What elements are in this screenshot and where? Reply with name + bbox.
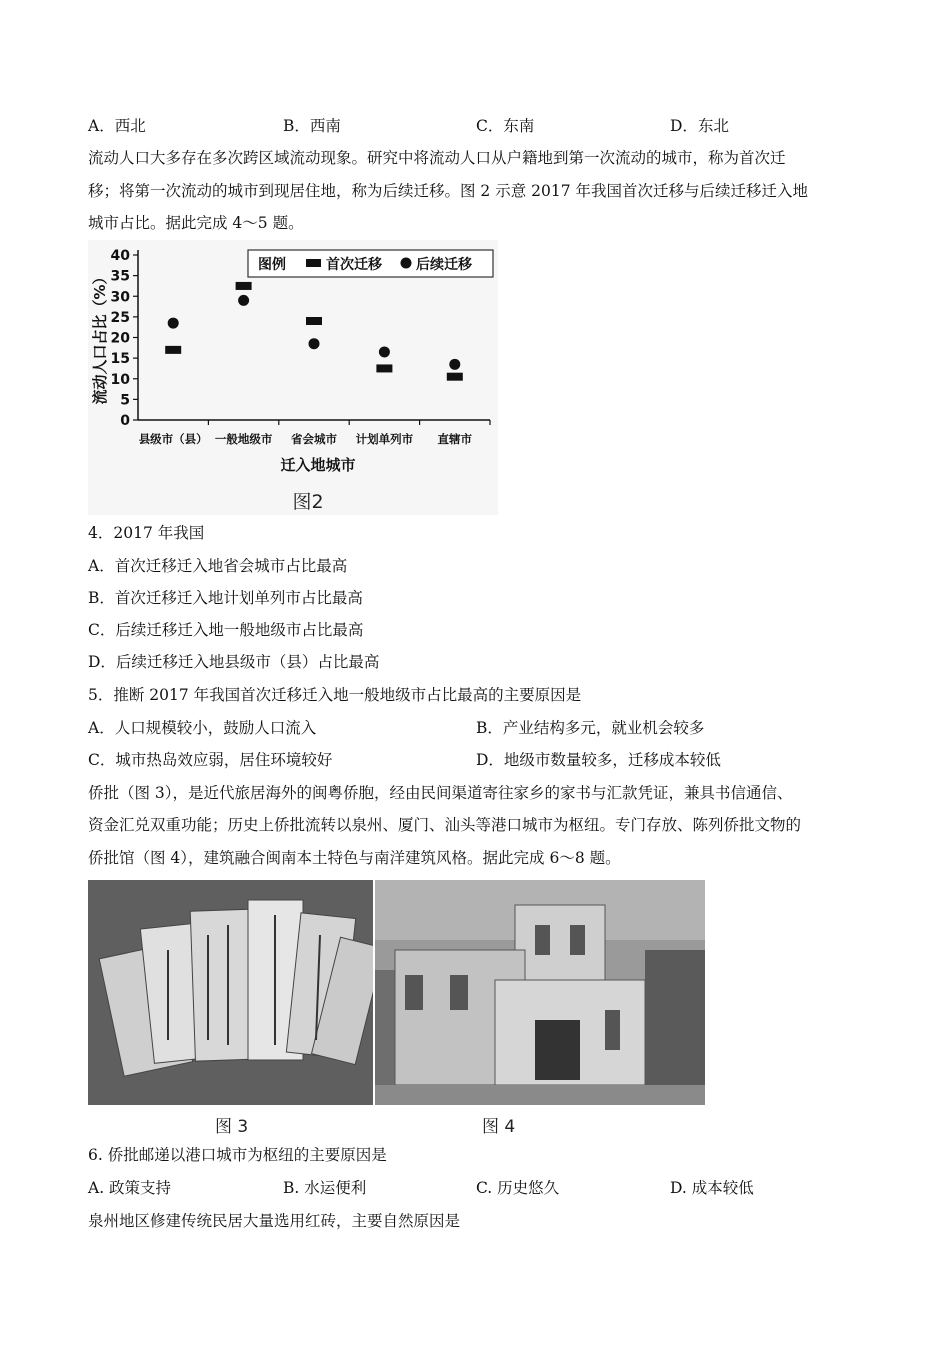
figure-3-qiaopi-photo [88, 880, 373, 1105]
q6-option-a: A. 政策支持 [88, 1179, 172, 1197]
legend-label-first: 首次迁移 [326, 257, 382, 273]
figure-4-building-photo [375, 880, 705, 1105]
q3-option-b: B．西南 [283, 117, 341, 135]
q5-option-b: B．产业结构多元，就业机会较多 [476, 719, 705, 737]
q7-stem: 泉州地区修建传统民居大量选用红砖，主要自然原因是 [88, 1212, 461, 1230]
y-axis-label: 流动人口占比（%） [91, 269, 109, 405]
y-tick-label: 20 [110, 330, 130, 347]
q4-option-c: C．后续迁移迁入地一般地级市占比最高 [88, 621, 364, 639]
legend-rect-marker [306, 259, 321, 267]
legend-title: 图例 [258, 257, 286, 273]
first-migration-point [306, 317, 322, 325]
q4-option-a: A．首次迁移迁入地省会城市占比最高 [88, 557, 348, 575]
building-illustration [375, 880, 705, 1105]
q5-option-c: C．城市热岛效应弱，居住环境较好 [88, 751, 333, 769]
q4-option-b: B．首次迁移迁入地计划单列市占比最高 [88, 589, 363, 607]
subsequent-migration-point [379, 346, 390, 357]
x-tick-label: 省会城市 [291, 432, 337, 446]
figure-4-caption: 图 4 [482, 1117, 516, 1137]
q3-option-c: C．东南 [476, 117, 535, 135]
x-axis-label: 迁入地城市 [280, 456, 356, 474]
y-tick-label: 5 [120, 392, 130, 409]
first-migration-point [236, 282, 252, 290]
q5-option-a: A．人口规模较小，鼓励人口流入 [88, 719, 317, 737]
y-tick-label: 15 [110, 351, 130, 368]
q5-stem: 5．推断 2017 年我国首次迁移迁入地一般地级市占比最高的主要原因是 [88, 686, 582, 704]
qiaopi-letters-illustration [88, 880, 373, 1105]
q4-option-d: D．后续迁移迁入地县级市（县）占比最高 [88, 653, 380, 671]
x-tick-label: 一般地级市 [214, 432, 273, 446]
subsequent-migration-point [238, 295, 249, 306]
q6-option-b: B. 水运便利 [283, 1179, 367, 1197]
x-tick-label: 直辖市 [437, 432, 473, 446]
q6-option-d: D. 成本较低 [670, 1179, 754, 1197]
q3-option-d: D．东北 [670, 117, 729, 135]
intro2-line2: 资金汇兑双重功能；历史上侨批流转以泉州、厦门、汕头等港口城市为枢纽。专门存放、陈列侨批文物的 [88, 816, 802, 834]
figure-3-caption: 图 3 [215, 1117, 249, 1137]
y-tick-label: 35 [110, 268, 130, 285]
subsequent-migration-point [168, 318, 179, 329]
q3-option-a: A．西北 [88, 117, 146, 135]
y-tick-label: 25 [110, 309, 130, 326]
intro2-line1: 侨批（图 3），是近代旅居海外的闽粤侨胞，经由民间渠道寄往家乡的家书与汇款凭证，兼具书信通信、 [88, 784, 793, 802]
first-migration-point [447, 373, 463, 381]
subsequent-migration-point [309, 338, 320, 349]
intro1-line2: 移；将第一次流动的城市到现居住地，称为后续迁移。图 2 示意 2017 年我国首次迁移与后续迁移迁入地 [88, 182, 809, 200]
first-migration-point [165, 346, 181, 354]
x-tick-label: 县级市（县） [138, 432, 208, 446]
legend-label-subsequent: 后续迁移 [416, 257, 472, 273]
y-tick-label: 30 [110, 289, 130, 306]
q5-option-d: D．地级市数量较多，迁移成本较低 [476, 751, 721, 769]
figure-2-chart [88, 240, 498, 515]
first-migration-point [376, 364, 392, 372]
x-tick-label: 计划单列市 [355, 432, 414, 446]
figure-2-caption: 图2 [292, 491, 324, 513]
intro2-line3: 侨批馆（图 4），建筑融合闽南本土特色与南洋建筑风格。据此完成 6～8 题。 [88, 849, 621, 867]
y-tick-label: 40 [110, 248, 130, 264]
q6-option-c: C. 历史悠久 [476, 1179, 560, 1197]
q6-stem: 6. 侨批邮递以港口城市为枢纽的主要原因是 [88, 1146, 387, 1164]
legend-circle-marker [401, 258, 412, 269]
intro1-line1: 流动人口大多存在多次跨区域流动现象。研究中将流动人口从户籍地到第一次流动的城市，称为首次迁 [88, 149, 786, 167]
y-tick-label: 10 [110, 371, 130, 388]
q4-stem: 4．2017 年我国 [88, 524, 205, 542]
subsequent-migration-point [449, 359, 460, 370]
intro1-line3: 城市占比。据此完成 4～5 题。 [88, 214, 304, 232]
y-tick-label: 0 [120, 413, 130, 429]
